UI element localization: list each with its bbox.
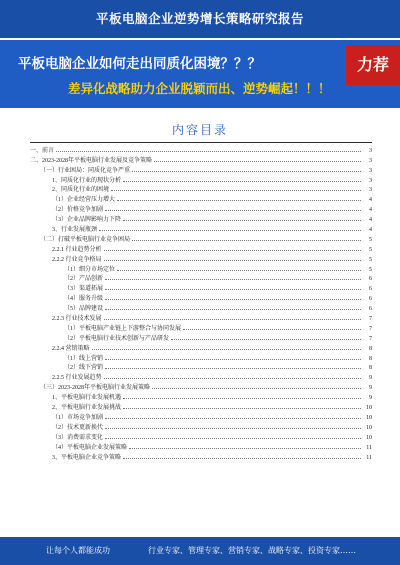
toc-divider [30, 142, 372, 143]
toc-entry-page: 7 [369, 335, 372, 342]
toc-leader-dots [105, 289, 361, 290]
toc-entry-page: 3 [369, 187, 372, 194]
toc-entry-page: 4 [369, 197, 372, 204]
toc-entry[interactable] [30, 431, 372, 441]
toc-entry-page: 5 [369, 256, 372, 263]
toc-leader-dots [123, 181, 361, 182]
toc-entry[interactable] [30, 451, 372, 461]
toc-entry[interactable] [30, 144, 372, 154]
hero-subtitle: 差异化战略助力企业脱颖而出、逆势崛起！！！ [68, 81, 331, 96]
toc-entry-title: （2）价格竞争加剧 [52, 207, 104, 214]
toc-entry[interactable] [30, 391, 372, 401]
toc-entry[interactable] [30, 253, 372, 263]
toc-entry[interactable] [30, 362, 372, 372]
toc-entry-title: 2、同质化行业的困境 [52, 187, 110, 194]
toc-entry-title: 2.2.4 营销策略 [52, 345, 90, 352]
toc-entry[interactable] [30, 332, 372, 342]
toc-entry-page: 4 [369, 217, 372, 224]
toc-leader-dots [56, 151, 361, 152]
toc-entry-title: （1）平板电脑产业链上下游整合与协同发展 [64, 325, 182, 332]
toc-entry-page: 7 [369, 316, 372, 323]
toc-entry-page: 10 [366, 405, 372, 412]
toc-entry-title: （3）渠道拓展 [64, 286, 104, 293]
toc-leader-dots [117, 200, 361, 201]
toc-entry-page: 4 [369, 207, 372, 214]
toc-entry-title: 3、行业发展瓶颈 [52, 227, 98, 234]
toc-entry[interactable] [30, 342, 372, 352]
toc-leader-dots [105, 418, 361, 419]
toc-entry[interactable] [30, 401, 372, 411]
toc-leader-dots [123, 398, 361, 399]
toc-entry[interactable] [30, 292, 372, 302]
toc-leader-dots [105, 359, 361, 360]
toc-entry[interactable] [30, 381, 372, 391]
toc-entry[interactable] [30, 322, 372, 332]
toc-entry-title: 2.2.1 行业趋势分析 [52, 246, 102, 253]
toc-leader-dots [111, 190, 361, 191]
toc-leader-dots [123, 408, 361, 409]
footer-slogan: 让每个人都能成功 [46, 546, 110, 555]
toc-entry-title: 1、同质化行业的现状分析 [52, 177, 122, 184]
toc-leader-dots [104, 260, 361, 261]
toc-entry-page: 5 [369, 246, 372, 253]
toc-entry-page: 11 [366, 454, 372, 461]
toc-entry-title: （4）平板电脑企业发展策略 [52, 444, 128, 451]
toc-leader-dots [105, 438, 361, 439]
toc-leader-dots [105, 368, 361, 369]
toc-leader-dots [152, 388, 361, 389]
toc-entry-page: 10 [366, 434, 372, 441]
toc-entry[interactable] [30, 312, 372, 322]
toc-entry-page: 6 [369, 286, 372, 293]
toc-leader-dots [154, 161, 361, 162]
toc-leader-dots [105, 309, 361, 310]
toc-entry-page: 3 [369, 167, 372, 174]
toc-leader-dots [132, 240, 361, 241]
toc-entry[interactable] [30, 223, 372, 233]
toc-entry-page: 10 [366, 414, 372, 421]
toc-entry-page: 6 [369, 296, 372, 303]
toc-leader-dots [183, 329, 361, 330]
toc-entry-title: 2.2.2 行业竞争格局 [52, 256, 102, 263]
toc-entry[interactable] [30, 154, 372, 164]
toc-entry[interactable] [30, 213, 372, 223]
toc-leader-dots [104, 378, 361, 379]
toc-leader-dots [129, 448, 361, 449]
toc-entry[interactable] [30, 164, 372, 174]
toc-entry-page: 4 [369, 227, 372, 234]
toc-entry-title: （3）消费需求变化 [52, 434, 104, 441]
toc-entry[interactable] [30, 263, 372, 273]
toc-entry-title: 1、平板电脑行业发展机遇 [52, 395, 122, 402]
hero-question: 平板电脑企业如何走出同质化困境？？？ [18, 56, 261, 72]
toc-entry-title: （2）平板电脑行业技术创新与产品研发 [64, 335, 170, 342]
toc-entry-title: （1）线上营销 [64, 355, 104, 362]
toc-entry[interactable] [30, 233, 372, 243]
toc-entry-page: 7 [369, 325, 372, 332]
bottom-banner [0, 537, 400, 565]
toc-entry[interactable] [30, 273, 372, 283]
table-of-contents [30, 144, 372, 461]
toc-leader-dots [104, 250, 361, 251]
toc-entry-title: 3、平板电脑企业竞争策略 [52, 454, 122, 461]
toc-entry-title: 一、前言 [30, 147, 55, 154]
report-title: 平板电脑企业逆势增长策略研究报告 [95, 11, 304, 26]
footer-roles: 行业专家、管理专家、营销专家、战略专家、投资专家…… [148, 546, 356, 555]
toc-entry-title: 二、2023-2028年平板电脑行业发展及竞争策略 [30, 157, 152, 164]
toc-entry-title: （1）市场竞争加剧 [52, 414, 104, 421]
toc-entry-page: 3 [369, 147, 372, 154]
toc-entry[interactable] [30, 174, 372, 184]
toc-leader-dots [123, 220, 361, 221]
toc-leader-dots [92, 349, 361, 350]
toc-entry[interactable] [30, 193, 372, 203]
toc-entry-title: （4）服务升级 [64, 296, 104, 303]
hero-banner [0, 40, 400, 108]
toc-leader-dots [132, 171, 361, 172]
toc-entry-page: 8 [369, 365, 372, 372]
toc-entry-page: 5 [369, 266, 372, 273]
toc-leader-dots [105, 299, 361, 300]
toc-entry-title: 2.2.5 行业发展趋势 [52, 375, 102, 382]
toc-entry-page: 6 [369, 306, 372, 313]
toc-entry-page: 9 [369, 385, 372, 392]
toc-entry[interactable] [30, 371, 372, 381]
toc-entry[interactable] [30, 411, 372, 421]
recommend-badge: 力荐 [346, 45, 400, 85]
toc-entry-page: 5 [369, 236, 372, 243]
toc-entry-page: 10 [366, 424, 372, 431]
toc-entry-title: （3）企业品牌影响力下降 [52, 217, 122, 224]
toc-entry-title: （2）技术更新换代 [52, 424, 104, 431]
toc-entry-page: 9 [369, 375, 372, 382]
toc-entry[interactable] [30, 203, 372, 213]
toc-entry-title: （一）行业困局：同质化竞争严重 [40, 167, 131, 174]
toc-entry-title: （三）2023-2028年平板电脑行业发展策略 [40, 385, 150, 392]
toc-leader-dots [105, 279, 361, 280]
toc-entry-page: 9 [369, 395, 372, 402]
toc-entry-title: （2）产品创新 [64, 276, 104, 283]
toc-entry[interactable] [30, 282, 372, 292]
toc-entry-page: 6 [369, 276, 372, 283]
toc-entry[interactable] [30, 421, 372, 431]
toc-entry-title: （5）品牌建设 [64, 306, 104, 313]
toc-entry-title: 2.2.3 行业技术发展 [52, 316, 102, 323]
toc-entry-title: （1）细分市场定位 [64, 266, 116, 273]
toc-leader-dots [104, 319, 361, 320]
toc-leader-dots [123, 458, 361, 459]
toc-entry[interactable] [30, 302, 372, 312]
toc-leader-dots [99, 230, 361, 231]
toc-entry-title: （1）企业经营压力增大 [52, 197, 116, 204]
toc-heading: 内容目录 [171, 123, 228, 137]
toc-entry-page: 11 [366, 444, 372, 451]
toc-leader-dots [105, 428, 361, 429]
toc-entry[interactable] [30, 441, 372, 451]
toc-entry-title: （二）打破平板电脑行业竞争困局 [40, 236, 131, 243]
toc-leader-dots [117, 270, 361, 271]
toc-entry[interactable] [30, 243, 372, 253]
toc-leader-dots [171, 339, 361, 340]
top-banner [0, 0, 400, 38]
toc-entry-page: 8 [369, 345, 372, 352]
toc-entry-page: 3 [369, 157, 372, 164]
toc-entry-title: 2、平板电脑行业发展挑战 [52, 405, 122, 412]
toc-entry[interactable] [30, 352, 372, 362]
toc-entry-page: 8 [369, 355, 372, 362]
toc-entry-page: 3 [369, 177, 372, 184]
toc-entry[interactable] [30, 184, 372, 194]
toc-leader-dots [105, 210, 361, 211]
toc-entry-title: （2）线下营销 [64, 365, 104, 372]
